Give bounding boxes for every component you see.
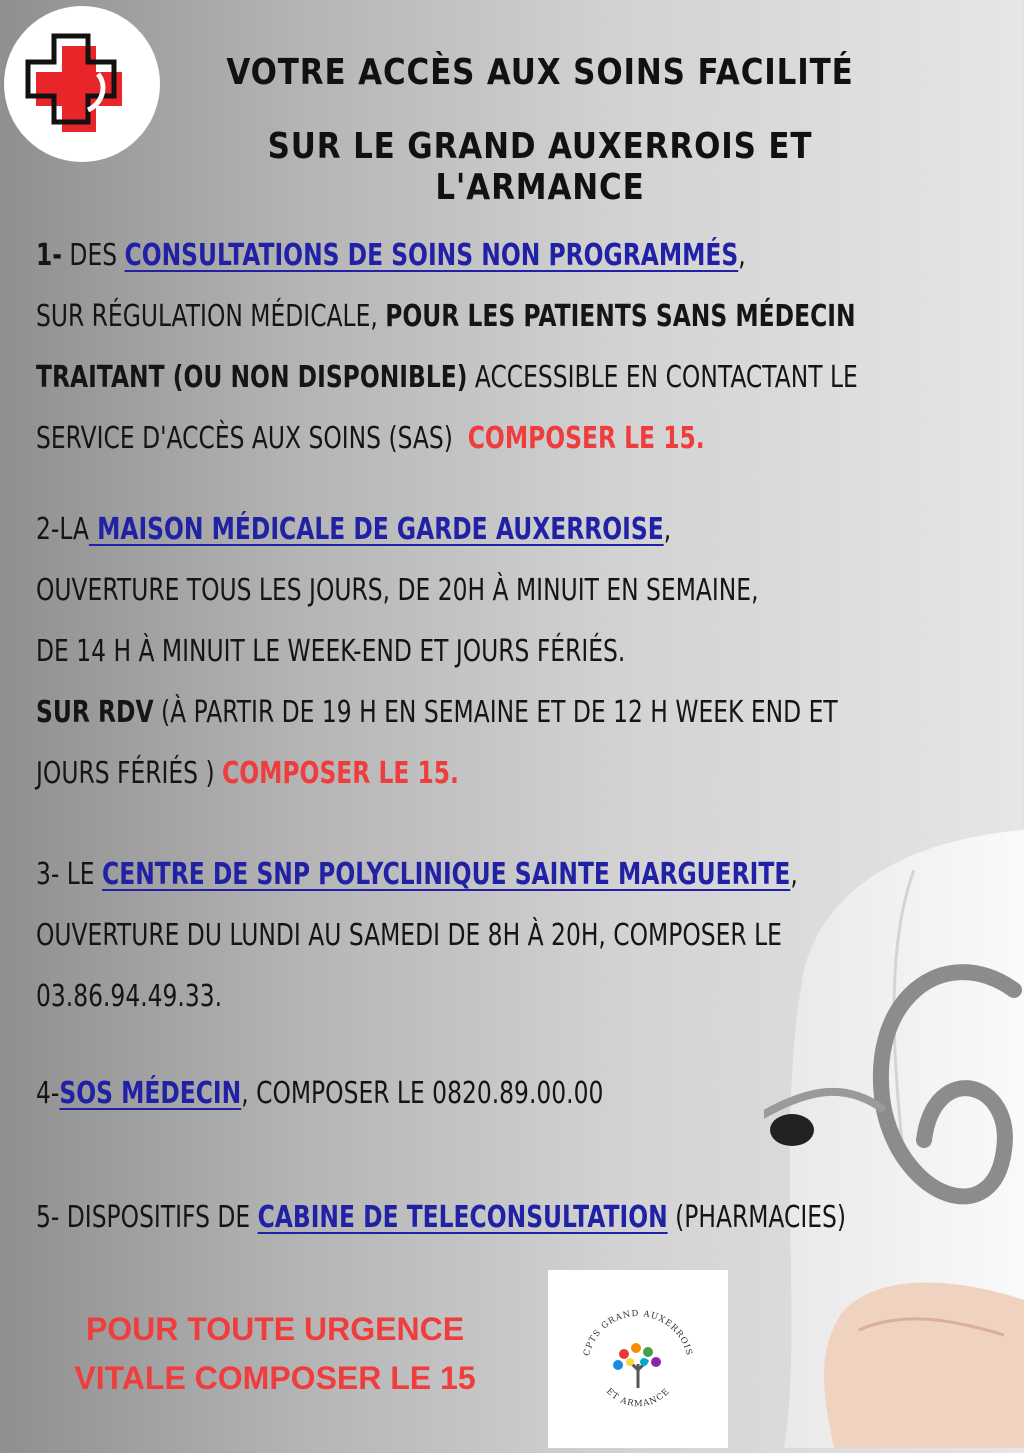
item-2-line4-bold: SUR RDV (36, 695, 154, 730)
item-3-line1 (36, 844, 797, 905)
item-2-line2: OUVERTURE TOUS LES JOURS, DE 20H À MINUIT EN SEMAINE, (36, 573, 759, 608)
item-3 (36, 844, 797, 1027)
item-2-call: COMPOSER LE 15. (222, 756, 459, 791)
item-2-link[interactable]: MAISON MÉDICALE DE GARDE AUXERROISE (88, 512, 664, 547)
item-1 (36, 225, 858, 469)
item-1-line2 (36, 286, 856, 347)
item-5-prefix: 5- DISPOSITIFS DE (36, 1200, 258, 1235)
item-1-line3-rest: ACCESSIBLE EN CONTACTANT LE (467, 360, 858, 395)
item-1-line3-bold: TRAITANT (OU NON DISPONIBLE) (36, 360, 468, 395)
item-1-line2-start: SUR RÉGULATION MÉDICALE, (36, 299, 386, 334)
item-3-prefix: 3- LE (36, 857, 103, 892)
item-2-comma: , (663, 512, 672, 547)
doctor-stethoscope-illustration (764, 830, 1024, 1448)
svg-text:ET ARMANCE (604, 1387, 672, 1410)
cpts-tree-logo-icon (548, 1270, 728, 1448)
item-5-rest: (PHARMACIES) (667, 1200, 847, 1235)
item-3-line3: 03.86.94.49.33. (36, 979, 223, 1014)
item-2 (36, 499, 838, 804)
item-5 (36, 1187, 847, 1248)
item-1-line4-text: SERVICE D'ACCÈS AUX SOINS (SAS) (36, 421, 468, 456)
item-4-link[interactable]: SOS MÉDECIN (59, 1076, 242, 1111)
cpts-top-text: CPTS GRAND AUXERROIS (582, 1308, 694, 1358)
item-4 (36, 1063, 797, 1124)
item-1-line2-bold: POUR LES PATIENTS SANS MÉDECIN (385, 299, 856, 334)
item-1-number: 1- (36, 238, 62, 273)
logo-circle (4, 6, 160, 162)
item-1-comma: , (738, 238, 746, 273)
cpts-logo (548, 1270, 728, 1448)
item-1-line1 (36, 225, 797, 286)
item-3-line2: OUVERTURE DU LUNDI AU SAMEDI DE 8H À 20H, COMPOSER LE (36, 918, 782, 953)
red-cross-icon (4, 6, 160, 162)
item-1-line4 (36, 408, 797, 469)
item-4-line1 (36, 1063, 797, 1124)
item-2-line1 (36, 499, 797, 560)
item-4-prefix: 4- (36, 1076, 60, 1111)
item-2-line3: DE 14 H À MINUIT LE WEEK-END ET JOURS FÉRIÉS. (36, 634, 626, 669)
item-3-link[interactable]: CENTRE DE SNP POLYCLINIQUE SAINTE MARGUERITE (102, 857, 791, 892)
item-3-comma: , (790, 857, 798, 892)
item-1-call: COMPOSER LE 15. (467, 421, 705, 456)
item-5-link[interactable]: CABINE DE TELECONSULTATION (257, 1200, 668, 1235)
page-title-line2: SUR LE GRAND AUXERROIS ET L'ARMANCE (267, 126, 813, 208)
item-1-link[interactable]: CONSULTATIONS DE SOINS NON PROGRAMMÉS (124, 238, 739, 273)
cpts-bottom-text: ET ARMANCE (603, 1386, 673, 1410)
item-4-rest: , COMPOSER LE 0820.89.00.00 (241, 1076, 604, 1111)
item-2-line4 (36, 682, 838, 743)
urgent-line2: VITALE COMPOSER LE 15 (74, 1360, 476, 1396)
item-1-prefix: DES (61, 238, 125, 273)
item-5-line1 (36, 1187, 847, 1248)
item-2-line5-text: JOURS FÉRIÉS ) (36, 756, 223, 791)
page-title-line1: VOTRE ACCÈS AUX SOINS FACILITÉ (226, 52, 854, 93)
urgent-line1: POUR TOUTE URGENCE (85, 1311, 465, 1347)
item-1-line3 (36, 347, 858, 408)
item-2-line4-rest: (À PARTIR DE 19 H EN SEMAINE ET DE 12 H WEEK END ET (153, 695, 838, 730)
item-2-line5 (36, 743, 797, 804)
item-2-prefix: 2-LA (36, 512, 89, 547)
